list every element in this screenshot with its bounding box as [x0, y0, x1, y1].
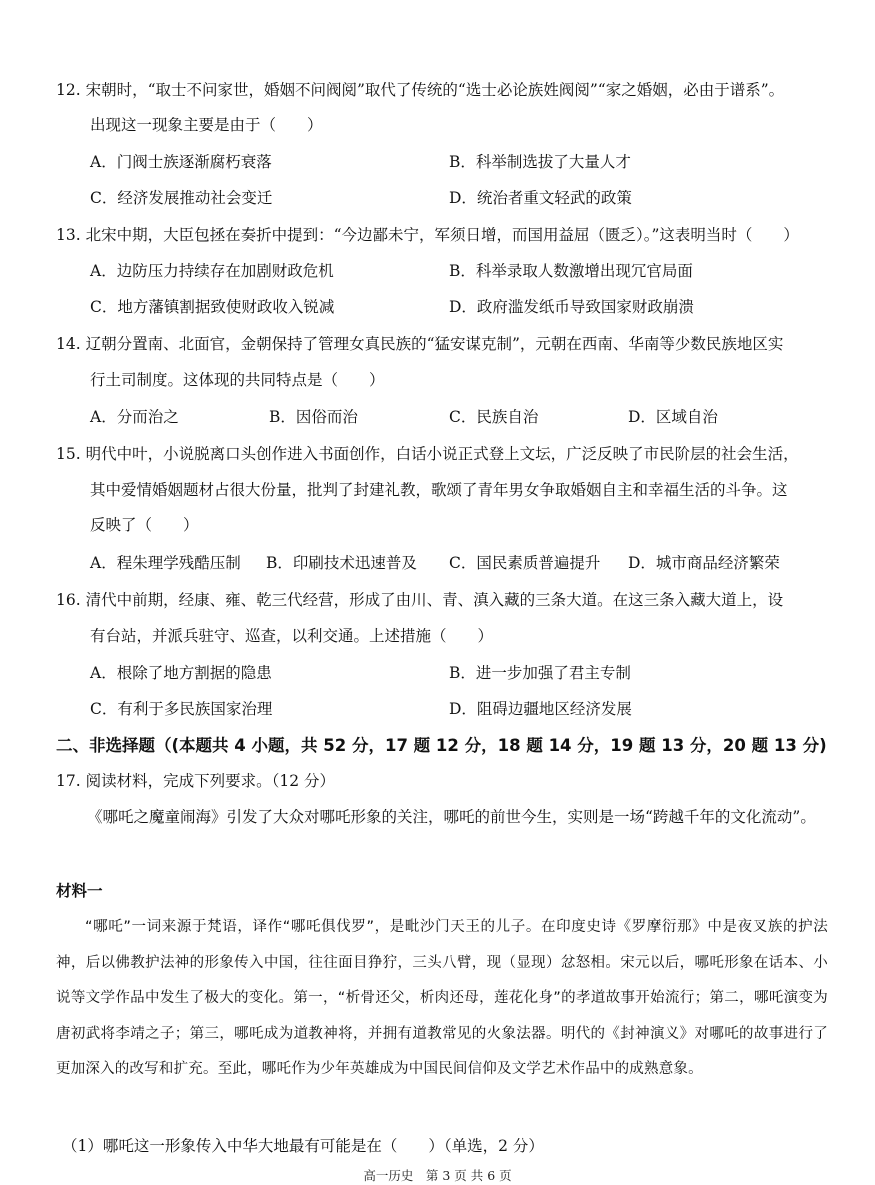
material-text: “哪吒”一词来源于梵语，译作“哪吒俱伐罗”，是毗沙门天王的儿子。在印度史诗《罗摩衍那》中是夜叉族的护法神，后以佛教护法神的形象传入中国，往往面目狰狞，三头八臂，现（显现）忿怒相。宋元以后，哪吒形象在话本、小说等文学作品中发生了极大的变化。第一，“析骨还父，析肉还母，莲花化身”的孝道故事开始流行；第二，哪吒演变为唐初武将李靖之子；第三，哪吒成为道教神将，并拥有道教常见的火象法器。明代的《封神演义》对哪吒的故事进行了更加深入的改写和扩充。至此，哪吒作为少年英雄成为中国民间信仰及文学艺术作品中的成熟意象。 [56, 919, 828, 1077]
question-14-line-1: 14. 辽朝分置南、北面官，金朝保持了管理女真民族的“猛安谋克制”，元朝在西南、华南等少数民族地区实 [56, 335, 784, 353]
question-12-line-2: 出现这一现象主要是由于（ ） [90, 116, 323, 134]
question-16-option-a: A．根除了地方割据的隐患 [90, 664, 272, 682]
question-14-option-c: C．民族自治 [449, 408, 539, 426]
question-14-option-d: D．区域自治 [628, 408, 718, 426]
question-16-option-c: C．有利于多民族国家治理 [90, 700, 273, 718]
question-14-line-2: 行土司制度。这体现的共同特点是（ ） [90, 371, 385, 389]
question-16-line-1: 16. 清代中前期，经康、雍、乾三代经营，形成了由川、青、滇入藏的三条大道。在这三条入藏大道上，设 [56, 591, 784, 609]
question-13-line-1: 13. 北宋中期，大臣包拯在奏折中提到：“今边鄙未宁，军须日增，而国用益屈（匮乏）。”这表明当时（ ） [56, 226, 799, 244]
question-13-option-a: A．边防压力持续存在加剧财政危机 [90, 262, 334, 280]
question-16-line-2: 有台站，并派兵驻守、巡查，以利交通。上述措施（ ） [90, 627, 494, 645]
question-14-option-b: B．因俗而治 [269, 408, 358, 426]
question-17-sub-1: （1）哪吒这一形象传入中华大地最有可能是在（ ）（单选，2 分） [62, 1137, 544, 1155]
question-15-line-1: 15. 明代中叶，小说脱离口头创作进入书面创作，白话小说正式登上文坛，广泛反映了市民阶层的社会生活， [56, 445, 799, 463]
question-12-option-b: B．科举制选拔了大量人才 [449, 153, 631, 171]
question-16-option-d: D．阻碍边疆地区经济发展 [449, 700, 632, 718]
page-footer: 高一历史 第 3 页 共 6 页 [363, 1168, 512, 1183]
question-15-option-b: B．印刷技术迅速普及 [266, 554, 417, 572]
question-12-line-1: 12. 宋朝时，“取士不问家世，婚姻不问阀阅”取代了传统的“选士必论族姓阀阅”“家之婚姻，必由于谱系”。 [56, 81, 785, 99]
question-13-option-c: C．地方藩镇割据致使财政收入锐减 [90, 298, 335, 316]
material-title: 材料一 [56, 882, 103, 900]
question-13-option-d: D．政府滥发纸币导致国家财政崩溃 [449, 298, 694, 316]
question-12-option-a: A．门阀士族逐渐腐朽衰落 [90, 153, 272, 171]
question-17-intro: 《哪吒之魔童闹海》引发了大众对哪吒形象的关注，哪吒的前世今生，实则是一场“跨越千年的文化流动”。 [87, 808, 816, 826]
question-17-stem: 17. 阅读材料，完成下列要求。（12 分） [56, 772, 335, 790]
question-13-option-b: B．科举录取人数激增出现冗官局面 [449, 262, 693, 280]
question-15-line-3: 反映了（ ） [90, 516, 199, 534]
section-title: 二、非选择题（(本题共 4 小题，共 52 分，17 题 12 分，18 题 14 分，19 题 13 分，20 题 13 分) [56, 736, 827, 755]
question-15-option-c: C．国民素质普遍提升 [449, 554, 601, 572]
question-14-option-a: A．分而治之 [90, 408, 179, 426]
question-15-line-2: 其中爱情婚姻题材占很大份量，批判了封建礼教，歌颂了青年男女争取婚姻自主和幸福生活的斗争。这 [90, 481, 788, 499]
question-16-option-b: B．进一步加强了君主专制 [449, 664, 631, 682]
question-12-option-c: C．经济发展推动社会变迁 [90, 189, 273, 207]
question-15-option-d: D．城市商品经济繁荣 [628, 554, 780, 572]
question-12-option-d: D．统治者重文轻武的政策 [449, 189, 632, 207]
question-15-option-a: A．程朱理学残酷压制 [90, 554, 241, 572]
